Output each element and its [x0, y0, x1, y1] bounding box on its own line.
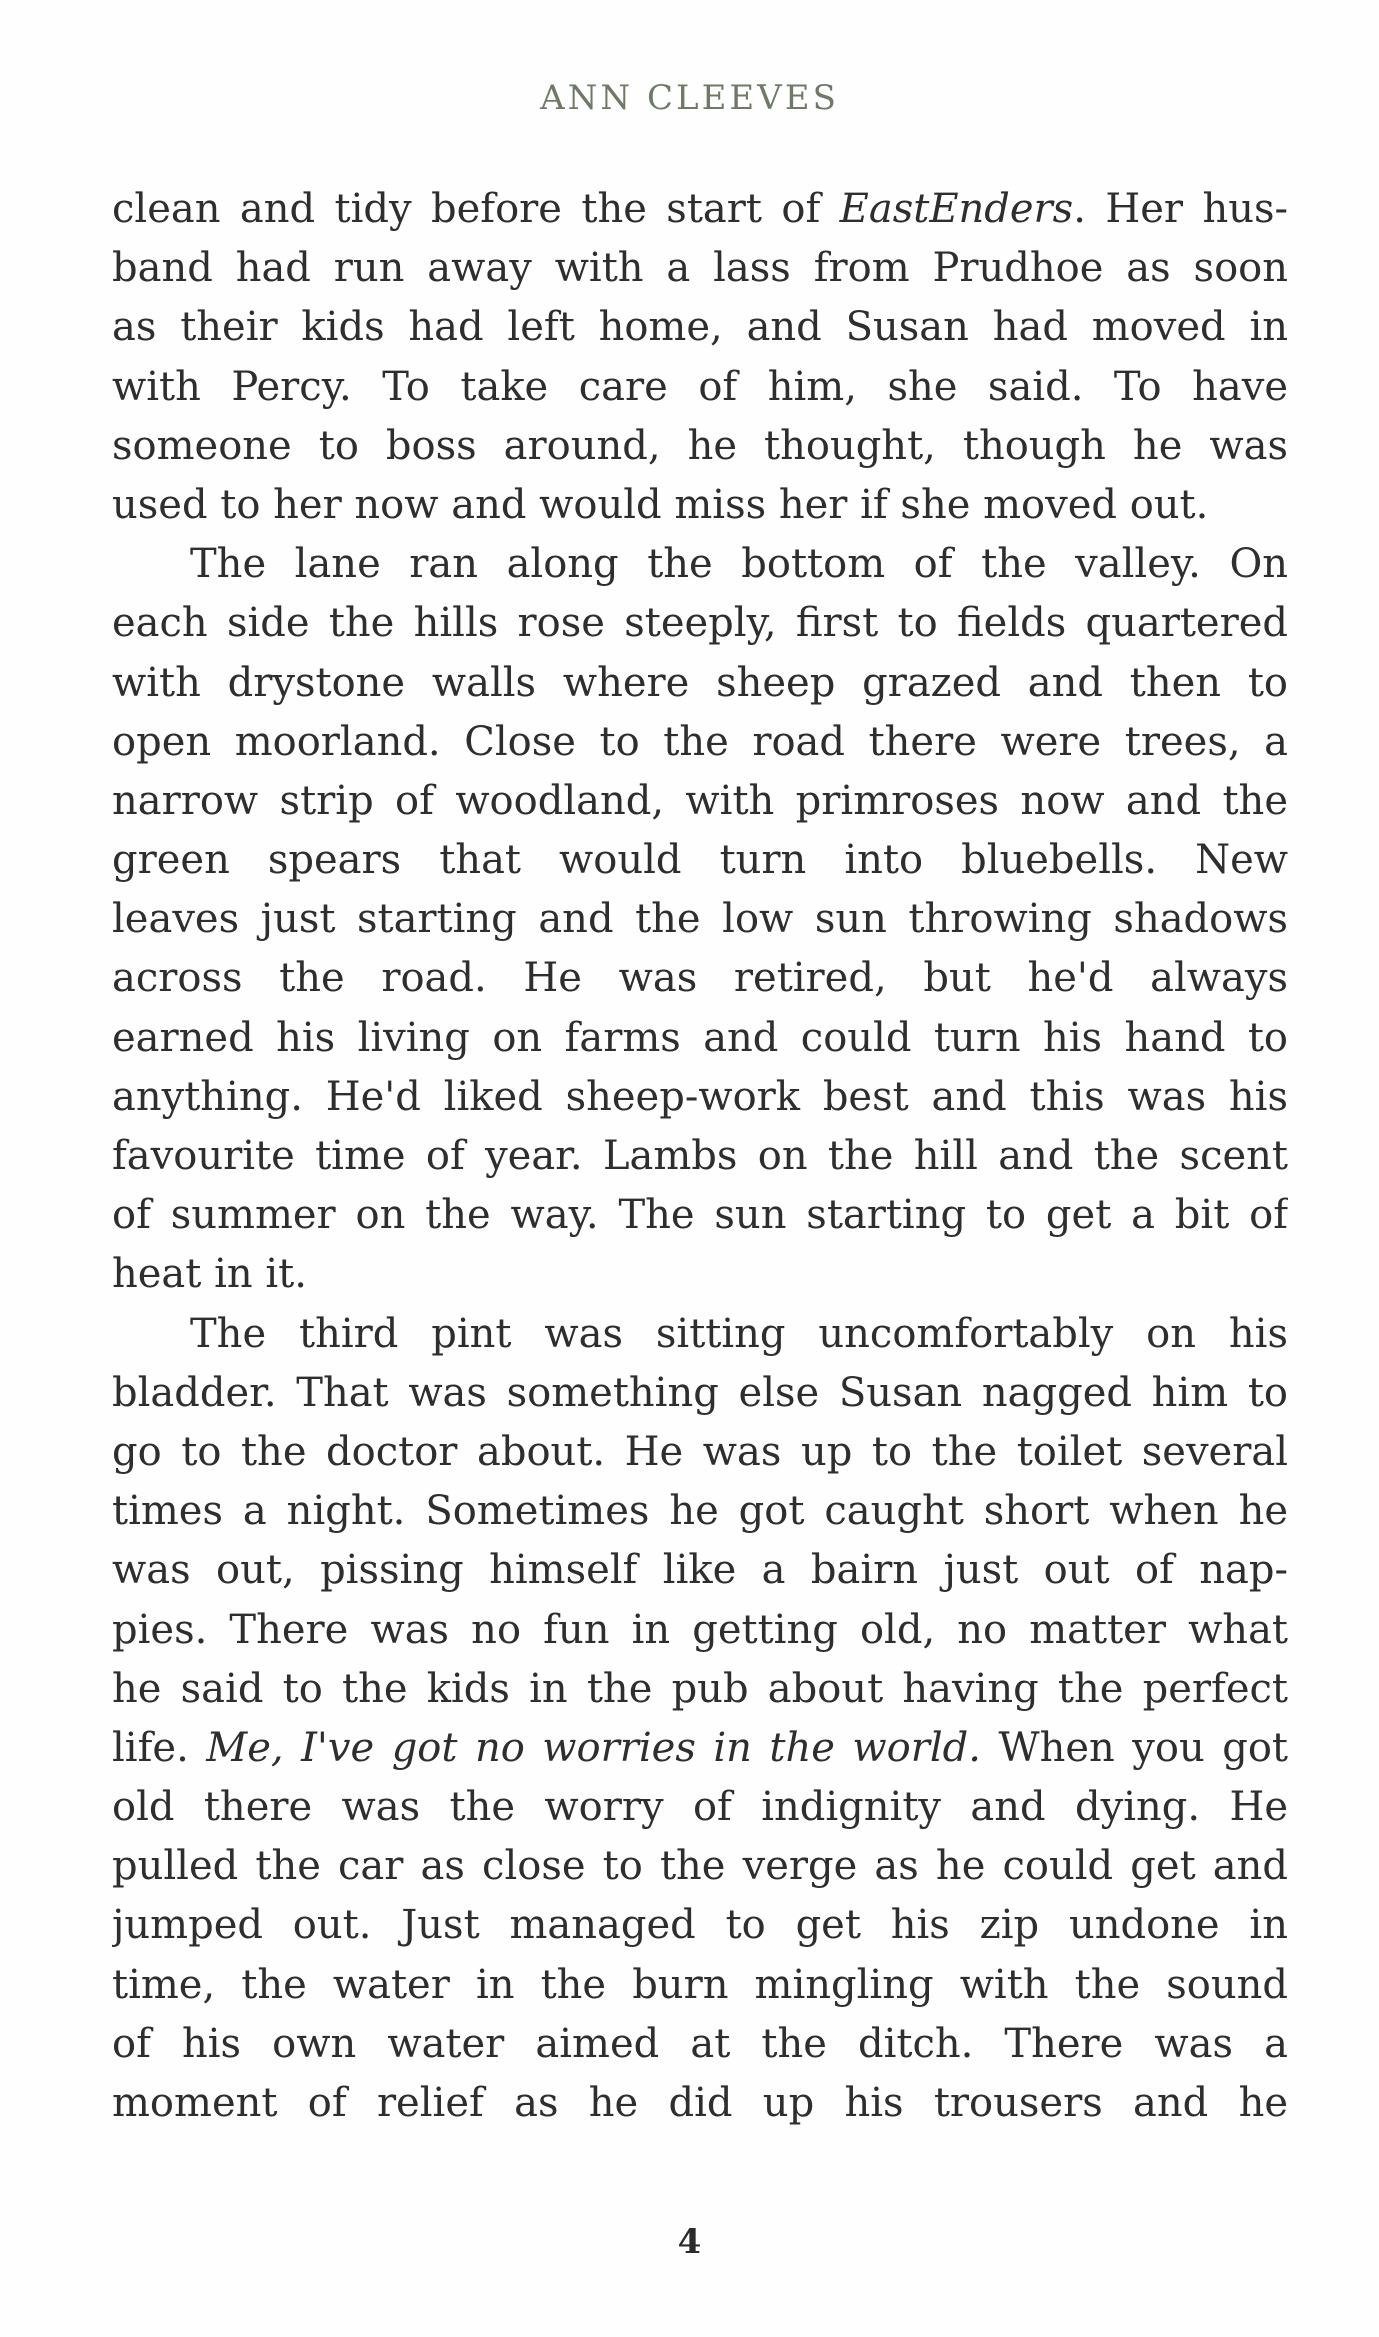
text-line	[112, 358, 1288, 417]
text-run: with Percy. To take care of him, she said. To have	[112, 363, 1288, 410]
text-line	[112, 535, 1288, 594]
text-run: life.	[112, 1724, 207, 1771]
text-line	[112, 1423, 1288, 1482]
text-line	[112, 713, 1288, 772]
text-line	[112, 654, 1288, 713]
text-line	[112, 594, 1288, 653]
text-run: used to her now and would miss her if she moved out.	[112, 481, 1209, 528]
text-run: with drystone walls where sheep grazed and then to	[112, 659, 1288, 706]
italic-run: Me, I've got no worries in the world.	[206, 1724, 981, 1771]
text-line	[112, 1127, 1288, 1186]
text-line	[112, 476, 1288, 535]
text-line	[112, 1364, 1288, 1423]
text-line	[112, 1305, 1288, 1364]
text-run: time, the water in the burn mingling with the sound	[112, 1961, 1288, 2008]
text-line	[112, 239, 1288, 298]
text-line	[112, 772, 1288, 831]
text-run: old there was the worry of indignity and dying. He	[112, 1784, 1288, 1831]
text-run: When you got	[980, 1724, 1288, 1771]
text-run: moment of relief as he did up his trousers and he	[112, 2080, 1288, 2126]
text-run: clean and tidy before the start of	[112, 186, 840, 232]
text-run: go to the doctor about. He was up to the toilet several	[112, 1428, 1288, 1475]
text-run: he said to the kids in the pub about having the perfect	[112, 1665, 1288, 1712]
text-run: green spears that would turn into bluebells. New	[112, 837, 1288, 884]
text-run: someone to boss around, he thought, though he was	[112, 422, 1288, 469]
text-line	[112, 1660, 1288, 1719]
text-run: jumped out. Just managed to get his zip undone in	[112, 1902, 1288, 1949]
text-line	[112, 949, 1288, 1008]
text-line	[112, 1778, 1288, 1837]
text-line	[112, 417, 1288, 476]
text-run: heat in it.	[112, 1251, 307, 1298]
text-run: pulled the car as close to the verge as he could get and	[112, 1843, 1288, 1890]
text-line	[112, 1541, 1288, 1600]
text-run: of his own water aimed at the ditch. There was a	[112, 2020, 1288, 2067]
text-line	[112, 831, 1288, 890]
text-line	[112, 2074, 1288, 2133]
text-line	[112, 1068, 1288, 1127]
text-line	[112, 1837, 1288, 1896]
text-run: band had run away with a lass from Prudhoe as soon	[112, 245, 1288, 292]
text-run: anything. He'd liked sheep-work best and this was his	[112, 1073, 1288, 1120]
text-run: times a night. Sometimes he got caught short when he	[112, 1488, 1288, 1535]
text-run: pies. There was no fun in getting old, no matter what	[112, 1606, 1288, 1653]
text-line	[112, 1245, 1288, 1304]
text-line	[112, 1956, 1288, 2015]
text-line	[112, 180, 1288, 239]
running-head: ANN CLEEVES	[540, 78, 839, 118]
text-line	[112, 1719, 1288, 1778]
text-run: as their kids had left home, and Susan had moved in	[112, 304, 1288, 351]
text-line	[112, 1896, 1288, 1955]
body-text	[112, 180, 1288, 2133]
text-run: open moorland. Close to the road there were trees, a	[112, 718, 1288, 765]
text-run: bladder. That was something else Susan nagged him to	[112, 1369, 1288, 1416]
text-line	[112, 2015, 1288, 2074]
text-run: The third pint was sitting uncomfortably on his	[190, 1310, 1288, 1357]
italic-run: EastEnders	[839, 186, 1074, 232]
text-run: leaves just starting and the low sun throwing shadows	[112, 896, 1288, 943]
text-run: . Her hus-	[1073, 186, 1288, 232]
text-run: earned his living on farms and could turn his hand to	[112, 1014, 1288, 1061]
text-run: was out, pissing himself like a bairn just out of nap-	[112, 1547, 1288, 1594]
text-run: of summer on the way. The sun starting to get a bit of	[112, 1192, 1288, 1239]
text-line	[112, 890, 1288, 949]
text-run: favourite time of year. Lambs on the hill and the scent	[112, 1133, 1288, 1179]
text-line	[112, 298, 1288, 357]
text-run: each side the hills rose steeply, first to fields quartered	[112, 600, 1288, 647]
text-line	[112, 1186, 1288, 1245]
text-run: narrow strip of woodland, with primroses now and the	[112, 777, 1288, 824]
text-line	[112, 1482, 1288, 1541]
text-line	[112, 1601, 1288, 1660]
text-run: across the road. He was retired, but he'd always	[112, 955, 1288, 1002]
text-run: The lane ran along the bottom of the valley. On	[190, 541, 1288, 588]
text-line	[112, 1009, 1288, 1068]
page-number: 4	[677, 2222, 702, 2262]
